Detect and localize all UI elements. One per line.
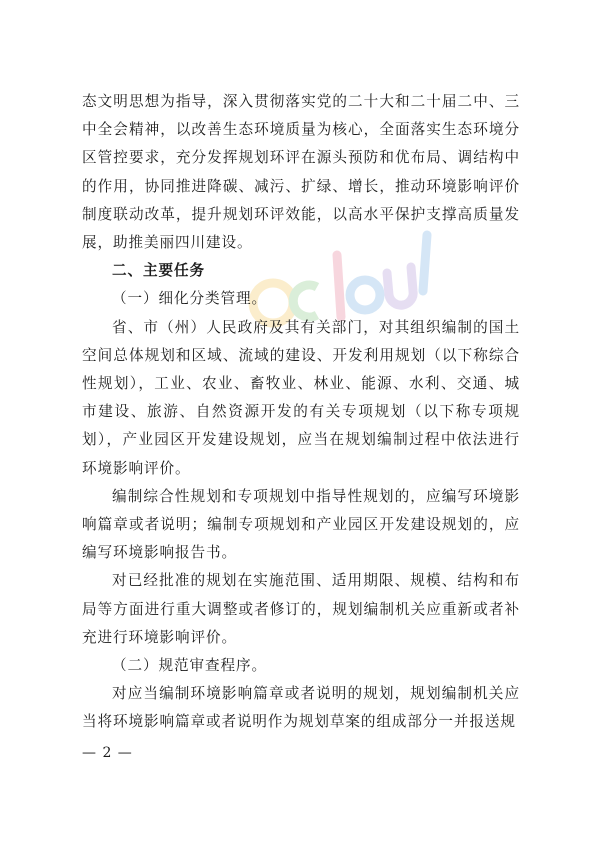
paragraph-intro-continued: 态文明思想为指导，深入贯彻落实党的二十大和二十届二中、三中全会精神，以改善生态环境质量为核心，全面落实生态环境分区管控要求，充分发挥规划环评在源头预防和优布局、调结构中的作用，协同推进降碳、减污、扩绿、增长，推动环境影响评价制度联动改革，提升规划环评效能，以高水平保护支撑高质量发展，助推美丽四川建设。 bbox=[82, 93, 520, 252]
paragraph-plan-revision: 对已经批准的规划在实施范围、适用期限、规模、结构和布局等方面进行重大调整或者修订的，规划编制机关应重新或者补充进行环境影响评价。 bbox=[82, 572, 520, 646]
paragraph-review-submission: 对应当编制环境影响篇章或者说明的规划，规划编制机关应当将环境影响篇章或者说明作为规划草案的组成部分一并报送规 bbox=[82, 685, 520, 731]
subsection-heading-classification: （一）细化分类管理。 bbox=[112, 290, 267, 308]
subsection-heading-review-procedure: （二）规范审查程序。 bbox=[112, 657, 267, 675]
section-heading-main-tasks: 二、主要任务 bbox=[112, 262, 205, 280]
document-body bbox=[82, 88, 520, 737]
paragraph-plan-scope: 省、市（州）人民政府及其有关部门，对其组织编制的国土空间总体规划和区域、流域的建设、开发利用规划（以下称综合性规划），工业、农业、畜牧业、林业、能源、水利、交通、城市建设、旅游、自然资源开发的有关专项规划（以下称专项规划），产业园区开发建设规划，应当在规划编制过程中依法进行环境影响评价。 bbox=[82, 318, 520, 477]
paragraph-plan-documents: 编制综合性规划和专项规划中指导性规划的，应编写环境影响篇章或者说明；编制专项规划和产业园区开发建设规划的，应编写环境影响报告书。 bbox=[82, 487, 520, 562]
page-number: — 2 — bbox=[82, 745, 133, 761]
